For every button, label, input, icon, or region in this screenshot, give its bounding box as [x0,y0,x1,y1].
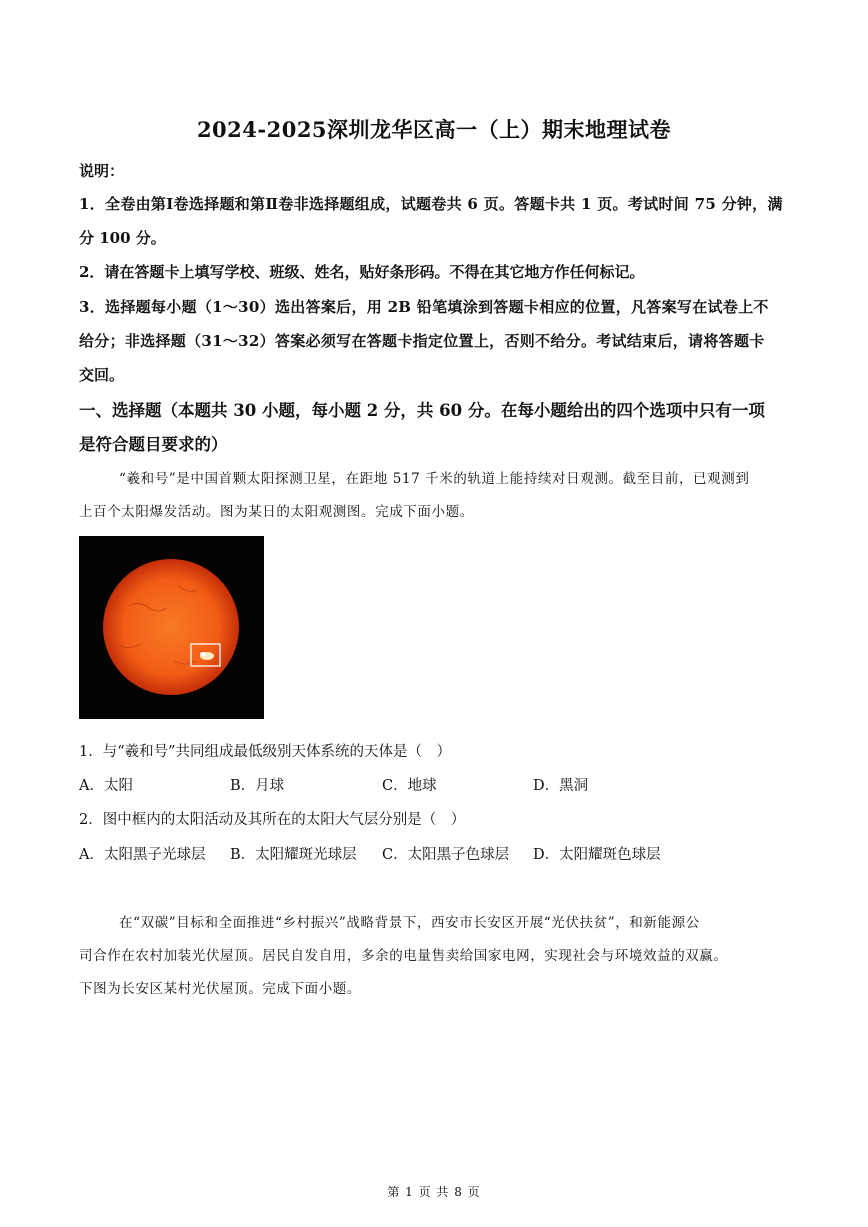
notes-heading: 说明： [79,162,125,180]
bright-active-region [200,652,206,656]
page-number-footer: 第 1 页 共 8 页 [387,1185,481,1199]
q1-option-b: B．月球 [230,778,285,794]
q1-option-a: A．太阳 [79,778,133,794]
sun-observation-image [79,536,264,719]
section-1-heading-line-1: 一、选择题（本题共 30 小题，每小题 2 分，共 60 分。在每小题给出的四个选项中只有一项 [79,401,765,420]
note-1-line-2: 分 100 分。 [79,229,166,247]
passage-2-line-2: 司合作在农村加装光伏屋顶。居民自发自用，多余的电量售卖给国家电网，实现社会与环境效益的双赢。 [79,948,728,964]
note-3-line-1: 3．选择题每小题（1～30）选出答案后，用 2B 铅笔填涂到答题卡相应的位置，凡答案写在试卷上不 [79,298,769,316]
q1-option-d: D．黑洞 [533,778,589,794]
passage-1-line-1: “羲和号”是中国首颗太阳探测卫星，在距地 517 千米的轨道上能持续对日观测。截至目前，已观测到 [119,471,750,487]
q2-option-b: B．太阳耀斑光球层 [230,847,357,863]
q2-option-a: A．太阳黑子光球层 [79,847,206,863]
q2-option-d: D．太阳耀斑色球层 [533,847,661,863]
page-title: 2024-2025深圳龙华区高一（上）期末地理试卷 [196,117,672,142]
sun-disk [103,559,239,695]
question-1-stem: 1．与“羲和号”共同组成最低级别天体系统的天体是（ ） [79,744,452,760]
section-1-heading-line-2: 是符合题目要求的） [79,435,228,454]
passage-2-line-1: 在“双碳”目标和全面推进“乡村振兴”战略背景下，西安市长安区开展“光伏扶贫”，和新能源公 [119,915,700,931]
question-2-stem: 2．图中框内的太阳活动及其所在的太阳大气层分别是（ ） [79,812,466,828]
note-1-line-1: 1．全卷由第Ⅰ卷选择题和第Ⅱ卷非选择题组成，试题卷共 6 页。答题卡共 1 页。考试时间 75 分钟，满 [79,195,783,213]
q1-option-c: C．地球 [382,778,437,794]
q2-option-c: C．太阳黑子色球层 [382,847,510,863]
passage-1-line-2: 上百个太阳爆发活动。图为某日的太阳观测图。完成下面小题。 [79,504,474,520]
note-2: 2．请在答题卡上填写学校、班级、姓名，贴好条形码。不得在其它地方作任何标记。 [79,263,645,281]
note-3-line-3: 交回。 [79,366,125,384]
sun-observation-graphic [79,536,264,719]
passage-2-line-3: 下图为长安区某村光伏屋顶。完成下面小题。 [79,981,361,997]
note-3-line-2: 给分；非选择题（31～32）答案必须写在答题卡指定位置上，否则不给分。考试结束后，请将答题卡 [79,332,765,350]
